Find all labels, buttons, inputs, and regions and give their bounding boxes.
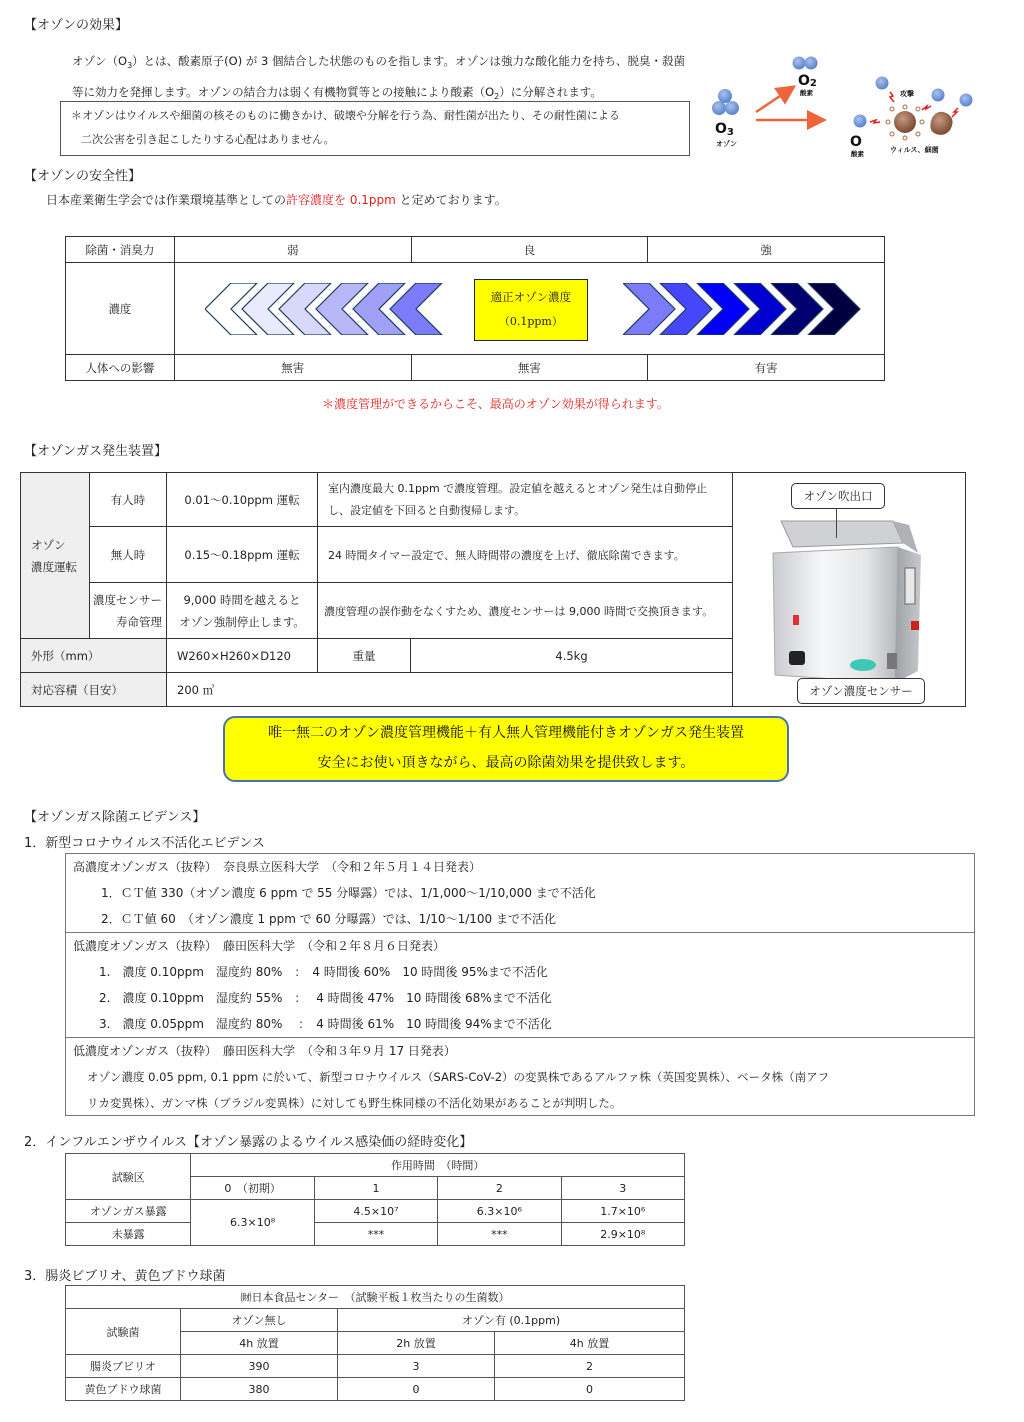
capacity-label: 対応容積（目安）	[21, 673, 167, 707]
evidence-line: オゾン濃度 0.05 ppm, 0.1 ppm に於いて、新型コロナウイルス（SARS-CoV-2）の変異株であるアルファ株（英国変異株）、ベータ株（南アフ	[87, 1070, 830, 1084]
weight-label: 重量	[318, 639, 411, 673]
evidence-line: 1. 濃度 0.10ppm 湿度約 80% ： 4 時間後 60% 10 時間後 95%まで不活化	[99, 965, 548, 979]
col-header-with-ozone: オゾン有 (0.1ppm)	[338, 1309, 685, 1332]
device-photo-cell	[733, 473, 966, 707]
feature-banner	[223, 716, 789, 782]
unoccupied-value: 0.15～0.18ppm 運転	[167, 527, 318, 583]
initial-titer: 6.3×10⁸	[191, 1200, 314, 1246]
row-staphylococcus: 黄色ブドウ球菌	[66, 1378, 181, 1401]
banner-line: 安全にお使い頂きながら、最高の除菌効果を提供致します。	[317, 755, 695, 771]
evidence-line: 3. 濃度 0.05ppm 湿度約 80% ： 4 時間後 61% 10 時間後 94%まで不活化	[99, 1017, 552, 1031]
row-label-human-effect: 人体への影響	[66, 355, 175, 381]
effect-text: ）とは、酸素原子(O) が 3 個結合した状態のものを指します。オゾンは強力な酸化能力を持ち、脱臭・殺菌	[132, 54, 686, 68]
svg-text:攻撃: 攻撃	[900, 90, 914, 98]
row-ozone-exposed: オゾンガス暴露	[66, 1200, 191, 1223]
evidence-title: 低濃度オゾンガス（抜粋） 藤田医科大学 （令和２年８月６日発表）	[73, 939, 446, 953]
svg-text:O: O	[850, 134, 862, 150]
svg-text:O3: O3	[715, 121, 734, 138]
row-vibrio: 腸炎ブビリオ	[66, 1355, 181, 1378]
ozone-generator-image-icon	[753, 503, 943, 693]
effect-text: オゾン（O	[72, 54, 128, 68]
occupied-value: 0.01～0.10ppm 運転	[167, 473, 318, 527]
evidence-line: 2. 濃度 0.10ppm 湿度約 55% ： 4 時間後 47% 10 時間後 68%まで不活化	[99, 991, 552, 1005]
col-header-test-group: 試験区	[66, 1154, 191, 1200]
col-time-0: 0 （初期）	[191, 1177, 314, 1200]
permissible-concentration: 許容濃度を 0.1ppm	[286, 193, 396, 207]
label-line: 濃度センサー	[93, 592, 162, 607]
table-title: ㈶日本食品センター （試験平板１枚当たりの生菌数）	[66, 1286, 685, 1309]
cell-value: 0	[495, 1378, 685, 1401]
col-time-2: 2	[438, 1177, 561, 1200]
desc-line: し、設定値を下回ると自動復帰します。	[328, 503, 526, 517]
evidence-line: リカ変異株）、ガンマ株（ブラジル変異株）に対しても野生株同様の不活化効果があることが判明した。	[87, 1096, 622, 1110]
group-label: オゾン	[31, 537, 66, 552]
device-spec-table	[20, 472, 966, 707]
ozone-molecule-diagram-icon	[700, 50, 1000, 170]
device-photo	[753, 503, 943, 693]
effect-text: ）に分解されます。	[499, 85, 602, 99]
evidence-block-fujita-2020	[66, 933, 974, 1038]
svg-text:O2: O2	[798, 73, 817, 89]
influenza-table	[65, 1153, 685, 1246]
strength-weak: 弱	[174, 237, 411, 263]
safety-text-a: 日本産業衛生学会では作業環境基準としての	[46, 193, 287, 207]
section-heading-safety: 【オゾンの安全性】	[24, 169, 142, 184]
group-label: 濃度運転	[31, 559, 77, 574]
row-label-concentration: 濃度	[66, 263, 175, 355]
callout-line	[836, 508, 837, 538]
evidence-line: 1．ＣＴ値 330（オゾン濃度 6 ppm で 55 分曝露）では、1/1,000～1/10,000 まで不活化	[101, 886, 596, 900]
strength-strong: 強	[648, 237, 885, 263]
optimal-concentration-box	[474, 279, 588, 341]
callout-ozone-outlet: オゾン吹出口	[791, 483, 885, 509]
effect-harmful: 有害	[648, 355, 885, 381]
ozone-diagram	[700, 50, 1000, 170]
sensor-life-label	[90, 583, 167, 639]
cell-value: 6.3×10⁶	[438, 1200, 561, 1223]
cell-value: 0	[338, 1378, 495, 1401]
ozone-operation-group	[21, 473, 90, 639]
sensor-life-description: 濃度管理の誤作動をなくすため、濃度センサーは 9,000 時間で交換頂きます。	[318, 583, 733, 639]
cell-value: 2.9×10⁸	[561, 1223, 684, 1246]
cell-value: 380	[181, 1378, 338, 1401]
value-line: オゾン強制停止します。	[179, 614, 305, 629]
size-value: W260×H260×D120	[167, 639, 318, 673]
optimal-label: 適正オゾン濃度	[490, 290, 572, 304]
svg-text:ウィルス、細菌: ウィルス、細菌	[890, 146, 939, 154]
concentration-scale	[174, 263, 884, 355]
desc-line: 室内濃度最大 0.1ppm で濃度管理。設定値を越えるとオゾン発生は自動停止	[328, 481, 708, 495]
weight-value: 4.5kg	[411, 639, 733, 673]
col-2h-ozone: 2h 放置	[338, 1332, 495, 1355]
evidence-title: 高濃度オゾンガス（抜粋） 奈良県立医科大学 （令和２年５月１４日発表）	[73, 860, 482, 874]
effect-note-box	[60, 101, 690, 156]
evidence-block-fujita-2021	[66, 1038, 974, 1116]
cell-value: 4.5×10⁷	[314, 1200, 437, 1223]
covid-evidence-box	[65, 853, 975, 1116]
svg-text:オゾン: オゾン	[716, 140, 737, 148]
cell-value: 1.7×10⁶	[561, 1200, 684, 1223]
effect-harmless-1: 無害	[174, 355, 411, 381]
col-time-1: 1	[314, 1177, 437, 1200]
cell-value: ***	[314, 1223, 437, 1246]
cell-value: 3	[338, 1355, 495, 1378]
cell-value: ***	[438, 1223, 561, 1246]
callout-ozone-sensor: オゾン濃度センサー	[797, 678, 925, 704]
section-heading-evidence: 【オゾンガス除菌エビデンス】	[24, 810, 206, 825]
col-4h-ozone: 4h 放置	[495, 1332, 685, 1355]
occupied-label: 有人時	[90, 473, 167, 527]
strength-good: 良	[411, 237, 648, 263]
evidence-block-nara	[66, 854, 974, 933]
effect-harmless-2: 無害	[411, 355, 648, 381]
effect-text: 等に効力を発揮します。オゾンの結合力は弱く有機物質等との接触により酸素（O	[72, 85, 495, 99]
row-label-sterilization: 除菌・消臭力	[66, 237, 175, 263]
evidence-line: 2．ＣＴ値 60 （オゾン濃度 1 ppm で 60 分曝露）では、1/10～1/100 まで不活化	[101, 912, 556, 926]
safety-text	[46, 191, 507, 208]
section-heading-device: 【オゾンガス発生装置】	[24, 444, 168, 459]
col-time-3: 3	[561, 1177, 684, 1200]
section-title-bacteria: 3．腸炎ビブリオ、黄色ブドウ球菌	[24, 1269, 226, 1284]
section-title-influenza: 2．インフルエンザウイルス【オゾン暴露のよるウイルス感染価の経時変化】	[24, 1135, 473, 1150]
optimal-value: （0.1ppm）	[498, 315, 563, 328]
low-concentration-chevrons-icon	[205, 283, 445, 335]
label-line: 寿命管理	[116, 614, 162, 629]
safety-text-b: と定めております。	[395, 193, 507, 207]
col-4h-no-ozone: 4h 放置	[181, 1332, 338, 1355]
evidence-title: 低濃度オゾンガス（抜粋） 藤田医科大学 （令和３年９月 17 日発表）	[73, 1044, 456, 1058]
col-header-bacteria: 試験菌	[66, 1309, 181, 1355]
section-title-covid: 1．新型コロナウイルス不活化エビデンス	[24, 836, 265, 851]
svg-text:酸素: 酸素	[851, 150, 864, 158]
note-line: 二次公害を引き起こしたりする心配はありません。	[81, 133, 335, 146]
svg-text:酸素: 酸素	[800, 89, 813, 97]
col-header-exposure-time: 作用時間 （時間）	[191, 1154, 685, 1177]
value-line: 9,000 時間を越えると	[183, 592, 301, 607]
bacteria-table	[65, 1285, 685, 1401]
note-line: ＊オゾンはウイルスや細菌の核そのものに働きかけ、破壊や分解を行う為、耐性菌が出たり、その耐性菌による	[71, 109, 620, 122]
col-header-no-ozone: オゾン無し	[181, 1309, 338, 1332]
size-label: 外形（mm）	[21, 639, 167, 673]
banner-line: 唯一無二のオゾン濃度管理機能＋有人無人管理機能付きオゾンガス発生装置	[268, 725, 744, 741]
unoccupied-description: 24 時間タイマー設定で、無人時間帯の濃度を上げ、徹底除菌できます。	[318, 527, 733, 583]
sensor-life-value	[167, 583, 318, 639]
row-unexposed: 未暴露	[66, 1223, 191, 1246]
cell-value: 2	[495, 1355, 685, 1378]
capacity-value: 200 ㎥	[167, 673, 733, 707]
subscript: 3	[127, 61, 133, 70]
concentration-table	[65, 236, 885, 381]
concentration-note: ＊濃度管理ができるからこそ、最高のオゾン効果が得られます。	[322, 397, 669, 411]
high-concentration-chevrons-icon	[623, 283, 863, 335]
occupied-description	[318, 473, 733, 527]
subscript: 2	[494, 92, 500, 101]
cell-value: 390	[181, 1355, 338, 1378]
section-heading-effect: 【オゾンの効果】	[24, 18, 129, 33]
unoccupied-label: 無人時	[90, 527, 167, 583]
